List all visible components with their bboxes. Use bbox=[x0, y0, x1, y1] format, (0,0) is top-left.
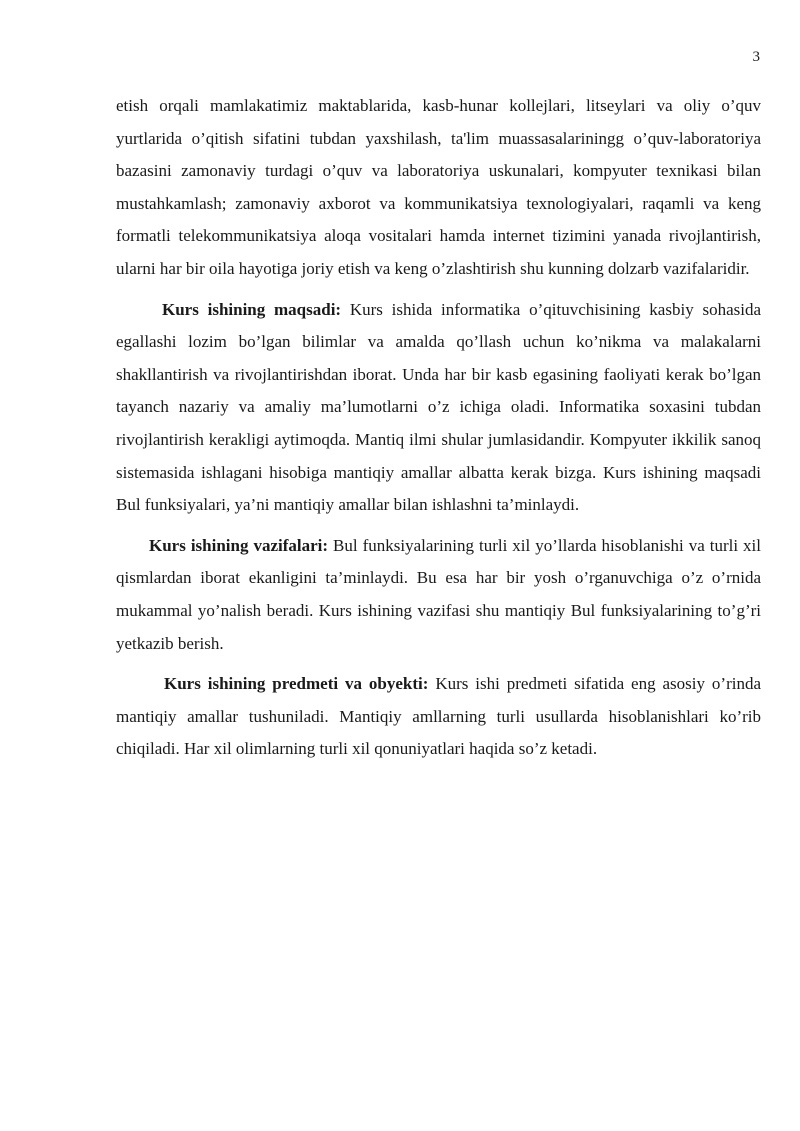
paragraph-tasks bbox=[116, 530, 761, 660]
goal-heading: Kurs ishining maqsadi: bbox=[162, 299, 342, 319]
page-number: 3 bbox=[752, 49, 760, 65]
document-body bbox=[116, 90, 761, 766]
paragraph-subject bbox=[116, 668, 761, 766]
tasks-text: Bul funksiyalarining turli xil yo’llarda hisoblanishi va turli xil qismlardan iborat ekanligini ta’minlaydi. Bu esa har bir yosh o’rganuvchiga o’z o’rnida mukammal yo’nalish beradi. Kurs ishining vazifasi shu mantiqiy Bul funksiyalarining to’g’ri yetkazib berish. bbox=[116, 535, 761, 653]
paragraph-intro-text: etish orqali mamlakatimiz maktablarida, kasb-hunar kollejlari, litseylari va oliy o’quv yurtlarida o’qitish sifatini tubdan yaxshilash, ta'lim muassasalariningg o’quv-laboratoriya bazasini zamonaviy turdagi o’quv va laboratoriya uskunalari, kompyuter texnikasi bilan mustahkamlash; zamonaviy axborot va kommunikatsiya texnologiyalari, raqamli va keng formatli telekommunikatsiya aloqa vositalari hamda internet tizimini yanada rivojlantirish, ularni har bir oila hayotiga joriy etish va keng o’zlashtirish shu kunning dolzarb vazifalaridir. bbox=[116, 96, 761, 278]
subject-heading: Kurs ishining predmeti va obyekti: bbox=[164, 674, 429, 694]
paragraph-goal bbox=[116, 294, 761, 522]
goal-text: Kurs ishida informatika o’qituvchisining kasbiy sohasida egallashi lozim bo’lgan bilimlar va amalda qo’llash uchun ko’nikma va malakalarni shakllantirish va rivojlantirishdan iborat. Unda har bir kasb egasining faoliyati kerak bo’lgan tayanch nazariy va amaliy ma’lumotlarni o’z ichiga oladi. Informatika soxasini tubdan rivojlantirish kerakligi aytimoqda. Mantiq ilmi shular jumlasidandir. Kompyuter ikkilik sanoq sistemasida ishlagani hisobiga mantiqiy amallar albatta kerak bizga. Kurs ishining maqsadi Bul funksiyalari, ya’ni mantiqiy amallar bilan ishlashni ta’minlaydi. bbox=[116, 299, 761, 515]
paragraph-intro bbox=[116, 90, 761, 286]
subject-text: Kurs ishi predmeti sifatida eng asosiy o’rinda mantiqiy amallar tushuniladi. Mantiqiy amllarning turli usullarda hisoblanishlari ko’rib chiqiladi. Har xil olimlarning turli xil qonuniyatlari haqida so’z ketadi. bbox=[116, 674, 761, 759]
tasks-heading: Kurs ishining vazifalari: bbox=[149, 535, 329, 555]
